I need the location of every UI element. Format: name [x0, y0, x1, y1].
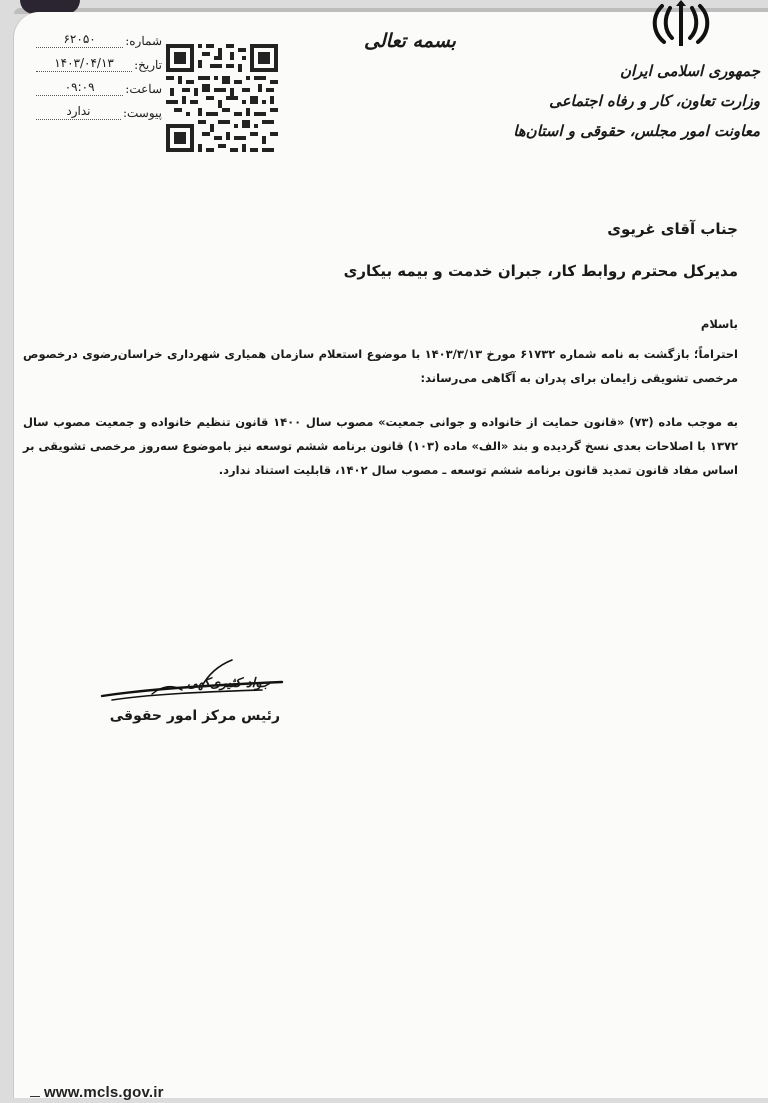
recipient-name: جناب آقای غریوی: [607, 220, 738, 238]
meta-time: [36, 72, 162, 96]
recipient-block: [218, 208, 738, 292]
letter-meta: [36, 24, 162, 120]
recipient-title: مدیرکل محترم روابط کار، جبران خدمت و بیمه بیکاری: [343, 262, 738, 280]
basmala-heading: بسمه تعالی: [364, 30, 456, 52]
handwritten-signature: [92, 656, 292, 736]
letter-sheet: [14, 12, 768, 1098]
meta-value: ۶۲۰۵۰: [36, 32, 123, 48]
meta-attachment: [36, 96, 162, 120]
iran-emblem-icon: [648, 0, 714, 50]
footer-website-link[interactable]: www.mcls.gov.ir: [44, 1084, 164, 1101]
meta-date: [36, 48, 162, 72]
meta-value: ۱۴۰۳/۰۴/۱۳: [36, 56, 132, 72]
meta-label: شماره:: [125, 34, 162, 48]
signer-name: جواد کثیری‌کهی: [186, 676, 270, 691]
footer-rule: [30, 1096, 40, 1097]
meta-value: ۰۹:۰۹: [36, 80, 123, 96]
body-paragraph-2: به موجب ماده (۷۳) «قانون حمایت از خانواده و جوانی جمعیت» مصوب سال ۱۴۰۰ قانون تنظیم خانواده و جمعیت مصوب سال ۱۳۷۲ با اصلاحات بعدی نسخ گردیده و بند «الف» ماده (۱۰۳) قانون برنامه ششم توسعه نیز باموضوع سه‌روز مرخصی تشویقی بر اساس مفاد قانون تمدید قانون برنامه ششم توسعه ـ مصوب سال ۱۴۰۲، قابلیت استناد ندارد.: [23, 415, 738, 477]
meta-label: تاریخ:: [134, 58, 162, 72]
body-paragraph-1: احتراماً؛ بازگشت به نامه شماره ۶۱۷۳۲ مورخ ۱۴۰۳/۳/۱۳ با موضوع استعلام سازمان همیاری شهرداری خراسان‌رضوی درخصوص مرخصی تشویقی زایمان برای پدران به آگاهی می‌رساند:: [23, 347, 738, 385]
qr-code-icon: [166, 44, 278, 152]
signer-title: رئیس مرکز امور حقوقی: [109, 708, 280, 724]
org-line-deputy: معاونت امور مجلس، حقوقی و استان‌ها: [513, 122, 760, 140]
meta-number: [36, 24, 162, 48]
org-line-ministry: وزارت تعاون، کار و رفاه اجتماعی: [549, 92, 760, 110]
meta-value: ندارد: [36, 104, 121, 120]
letter-body: [23, 312, 738, 482]
org-line-country: جمهوری اسلامی ایران: [619, 62, 760, 80]
salutation: باسلام: [700, 317, 738, 331]
meta-label: ساعت:: [125, 82, 162, 96]
organization-header: [513, 56, 760, 146]
meta-label: پیوست:: [122, 106, 162, 120]
